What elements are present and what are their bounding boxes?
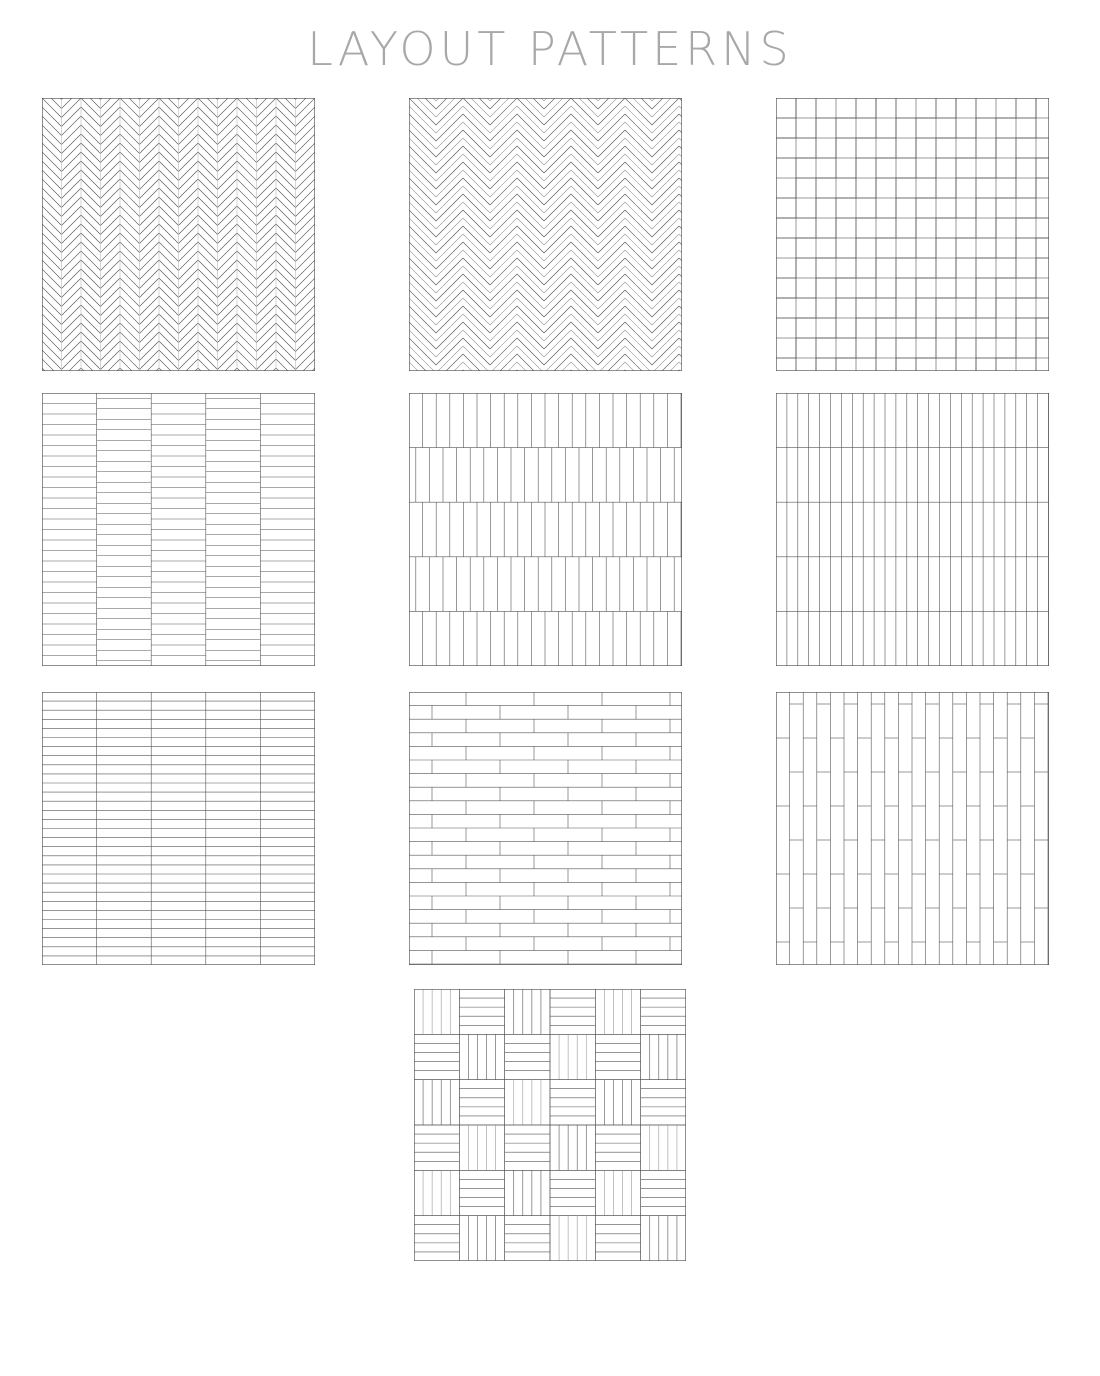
vertical-stack-pattern [776, 393, 1049, 666]
stepped-herringbone-pattern [776, 98, 1049, 371]
basketweave-pattern [414, 989, 686, 1261]
vertical-rows-pattern [409, 393, 682, 666]
herringbone-pattern [42, 98, 315, 371]
page-title: LAYOUT PATTERNS [307, 22, 793, 76]
vertical-offset-pattern [776, 692, 1049, 965]
stacked-columns-pattern [42, 393, 315, 666]
double-herringbone-pattern [409, 98, 682, 371]
horizontal-stack-pattern [42, 692, 315, 965]
brick-bond-pattern [409, 692, 682, 965]
